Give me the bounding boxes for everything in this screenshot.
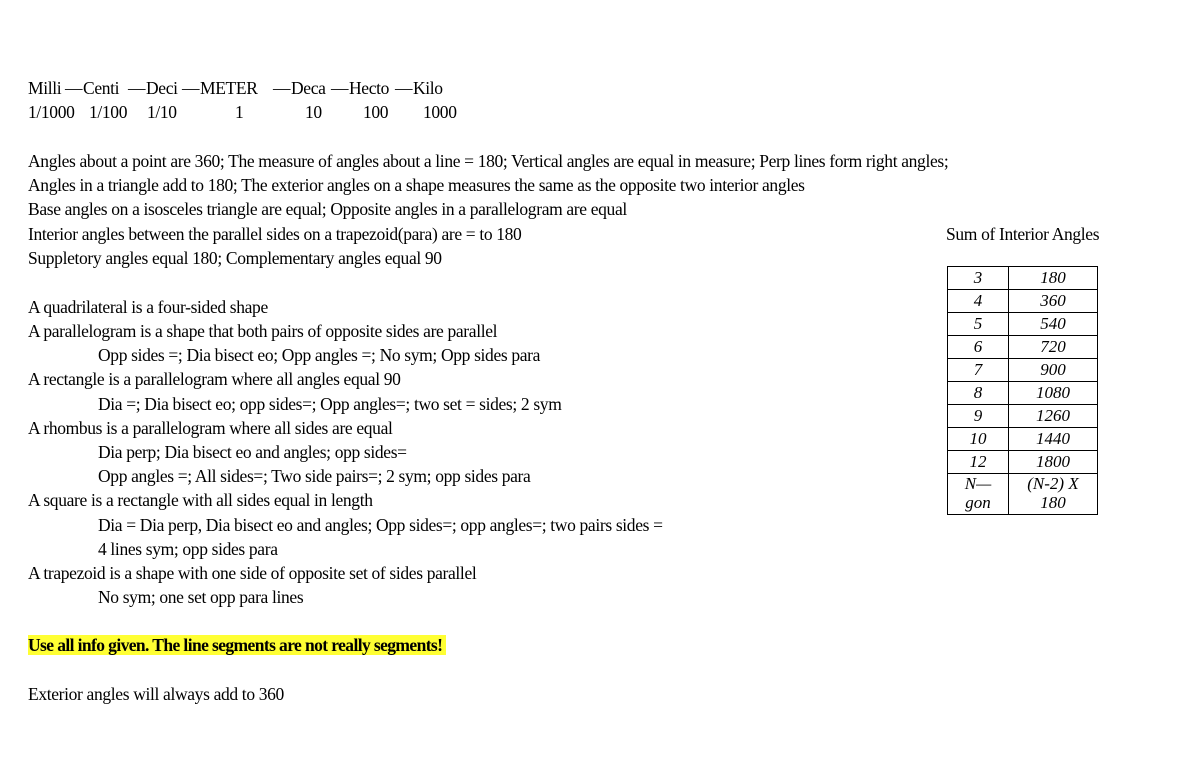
exterior-angles-note: Exterior angles will always add to 360 — [28, 684, 284, 704]
angle-rule: Suppletory angles equal 180; Complementary angles equal 90 — [28, 248, 442, 268]
angle-rule: Base angles on a isosceles triangle are equal; Opposite angles in a parallelogram are equal — [28, 199, 627, 219]
shape-definition-quadrilateral: A quadrilateral is a four-sided shape — [28, 297, 268, 317]
ngon-label: gon — [965, 493, 991, 512]
sum-cell: 1440 — [1009, 428, 1098, 451]
table-row — [948, 359, 1098, 382]
prefix-dash: — — [331, 78, 349, 98]
shape-definition-rhombus: A rhombus is a parallelogram where all sides are equal — [28, 418, 393, 438]
table-row — [948, 267, 1098, 290]
angle-rule: Angles about a point are 360; The measure of angles about a line = 180; Vertical angles are equal in measure; Perp lines form right angles; — [28, 151, 949, 171]
table-row — [948, 382, 1098, 405]
metric-value: 10 — [305, 102, 322, 122]
table-row — [948, 313, 1098, 336]
sides-cell: 12 — [948, 451, 1009, 474]
formula-cell — [1009, 474, 1098, 515]
prefix-dash: — — [395, 78, 413, 98]
metric-prefix-row — [28, 76, 488, 100]
sum-cell: 900 — [1009, 359, 1098, 382]
highlight-note-line — [28, 633, 446, 657]
metric-value: 1/1000 — [28, 102, 75, 122]
ngon-cell — [948, 474, 1009, 515]
table-row-ngon — [948, 474, 1098, 515]
shape-properties-rhombus: Opp angles =; All sides=; Two side pairs=; 2 sym; opp sides para — [98, 466, 531, 486]
sides-cell: 10 — [948, 428, 1009, 451]
sides-cell: 8 — [948, 382, 1009, 405]
prefix-deci: Deci — [146, 78, 178, 98]
table-row — [948, 290, 1098, 313]
prefix-milli: Milli — [28, 78, 62, 98]
table-row — [948, 451, 1098, 474]
metric-value-row — [28, 100, 488, 124]
prefix-dash: — — [273, 78, 291, 98]
prefix-hecto: Hecto — [349, 78, 390, 98]
sides-cell: 6 — [948, 336, 1009, 359]
sides-cell: 9 — [948, 405, 1009, 428]
shape-properties-square: 4 lines sym; opp sides para — [98, 539, 278, 559]
table-row — [948, 428, 1098, 451]
shape-definition-rectangle: A rectangle is a parallelogram where all angles equal 90 — [28, 369, 401, 389]
prefix-meter: METER — [200, 78, 258, 98]
formula-label: 180 — [1040, 493, 1066, 512]
sum-cell: 360 — [1009, 290, 1098, 313]
shape-definition-parallelogram: A parallelogram is a shape that both pairs of opposite sides are parallel — [28, 321, 498, 341]
prefix-deca: Deca — [291, 78, 326, 98]
highlight-note: Use all info given. The line segments are not really segments! — [28, 635, 446, 655]
ngon-label: N— — [964, 474, 992, 493]
shape-properties-rectangle: Dia =; Dia bisect eo; opp sides=; Opp angles=; two set = sides; 2 sym — [98, 394, 562, 414]
sum-cell: 1080 — [1009, 382, 1098, 405]
shape-definition-square: A square is a rectangle with all sides equal in length — [28, 490, 373, 510]
angle-rule: Interior angles between the parallel sides on a trapezoid(para) are = to 180 — [28, 224, 522, 244]
sum-cell: 1800 — [1009, 451, 1098, 474]
table-row — [948, 405, 1098, 428]
interior-angles-table — [947, 266, 1098, 515]
sides-cell: 3 — [948, 267, 1009, 290]
prefix-centi: Centi — [83, 78, 120, 98]
sum-cell: 1260 — [1009, 405, 1098, 428]
sides-cell: 7 — [948, 359, 1009, 382]
metric-value: 100 — [363, 102, 389, 122]
prefix-dash: — — [128, 78, 146, 98]
interior-angles-table-title: Sum of Interior Angles — [946, 224, 1100, 244]
angle-rule: Angles in a triangle add to 180; The exterior angles on a shape measures the same as the opposite two interior angles — [28, 175, 805, 195]
metric-value: 1/100 — [89, 102, 128, 122]
sides-cell: 4 — [948, 290, 1009, 313]
table-row — [948, 336, 1098, 359]
prefix-dash: — — [182, 78, 200, 98]
prefix-kilo: Kilo — [413, 78, 443, 98]
shape-properties-rhombus: Dia perp; Dia bisect eo and angles; opp sides= — [98, 442, 407, 462]
shape-properties-trapezoid: No sym; one set opp para lines — [98, 587, 304, 607]
shape-definition-trapezoid: A trapezoid is a shape with one side of opposite set of sides parallel — [28, 563, 477, 583]
metric-value: 1000 — [423, 102, 457, 122]
metric-value: 1 — [235, 102, 244, 122]
prefix-dash: — — [65, 78, 83, 98]
shape-properties-square: Dia = Dia perp, Dia bisect eo and angles; Opp sides=; opp angles=; two pairs sides = — [98, 515, 663, 535]
sides-cell: 5 — [948, 313, 1009, 336]
sum-cell: 180 — [1009, 267, 1098, 290]
sum-cell: 720 — [1009, 336, 1098, 359]
sum-cell: 540 — [1009, 313, 1098, 336]
formula-label: (N-2) X — [1027, 474, 1079, 493]
shape-properties-parallelogram: Opp sides =; Dia bisect eo; Opp angles =; No sym; Opp sides para — [98, 345, 541, 365]
metric-value: 1/10 — [147, 102, 177, 122]
